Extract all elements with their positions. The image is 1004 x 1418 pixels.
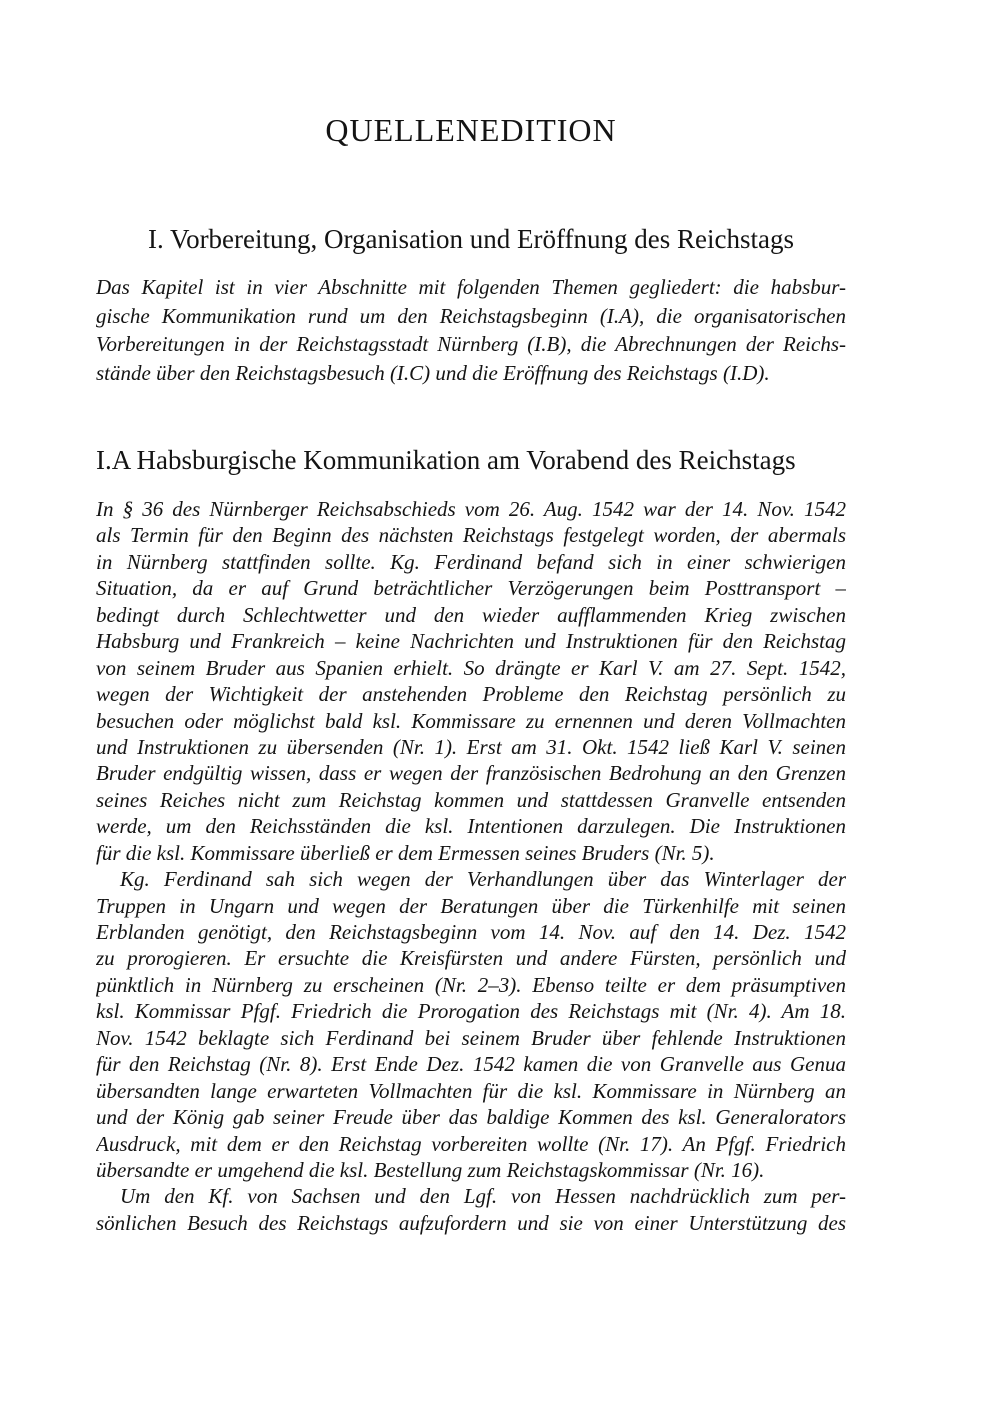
chapter-summary-paragraph <box>96 273 846 387</box>
chapter-heading: I. Vorbereitung, Organisation und Eröffnung des Reichstags <box>148 224 794 254</box>
text-line: seines Reiches nicht zum Reichstag kommen und stattdessen Granvelle entsenden <box>96 787 846 812</box>
text-line: übersandte er umgehend die ksl. Bestellung zum Reichstagskommissar (Nr. 16). <box>96 1157 765 1182</box>
text-line: Kg. Ferdinand sah sich wegen der Verhandlungen über das Winterlager der <box>120 867 846 892</box>
text-line: Situation, da er auf Grund beträchtlicher Verzögerungen beim Posttransport – <box>96 576 846 601</box>
text-line: und der König gab seiner Freude über das baldige Kommen des ksl. Generalorators <box>96 1105 846 1130</box>
subsection-heading: I.A Habsburgische Kommunikation am Vorabend des Reichstags <box>96 445 796 475</box>
text-line: Ausdruck, mit dem er den Reichstag vorbereiten wollte (Nr. 17). An Pfgf. Friedrich <box>96 1131 846 1156</box>
text-line: Erblanden genötigt, den Reichstagsbeginn vom 14. Nov. auf den 14. Dez. 1542 <box>96 920 846 944</box>
text-line: übersandten lange erwarteten Vollmachten für die ksl. Kommissare in Nürnberg an <box>96 1078 846 1103</box>
text-line: zu prorogieren. Er ersuchte die Kreisfürsten und andere Fürsten, persönlich und <box>96 946 846 971</box>
text-line: Das Kapitel ist in vier Abschnitte mit folgenden Themen gegliedert: die habsbur- <box>96 275 846 299</box>
text-line: werde, um den Reichsständen die ksl. Intentionen darzulegen. Die Instruktionen <box>96 814 846 839</box>
subsection-body <box>96 496 846 1236</box>
text-line: von seinem Bruder aus Spanien erhielt. So drängte er Karl V. am 27. Sept. 1542, <box>96 655 846 680</box>
text-line: In § 36 des Nürnberger Reichsabschieds vom 26. Aug. 1542 war der 14. Nov. 1542 <box>96 497 846 521</box>
text-line: pünktlich in Nürnberg zu erscheinen (Nr. 2–3). Ebenso teilte er dem präsumptiven <box>96 972 846 997</box>
body-paragraph-2 <box>96 866 846 1183</box>
text-line: Habsburg und Frankreich – keine Nachrichten und Instruktionen für den Reichstag <box>96 629 846 654</box>
text-line: wegen der Wichtigkeit der anstehenden Probleme den Reichstag persönlich zu <box>96 682 846 707</box>
text-line: für die ksl. Kommissare überließ er dem Ermessen seines Bruders (Nr. 5). <box>96 840 715 865</box>
text-line: gische Kommunikation rund um den Reichstagsbeginn (I.A), die organisatorischen <box>96 303 846 328</box>
body-paragraph-3 <box>96 1183 846 1236</box>
text-line: Nov. 1542 beklagte sich Ferdinand bei seinem Bruder über fehlende Instruktionen <box>96 1025 846 1050</box>
text-line: bedingt durch Schlechtwetter und den wieder aufflammenden Krieg zwischen <box>96 602 846 627</box>
text-line: Truppen in Ungarn und wegen der Beratungen über die Türkenhilfe mit seinen <box>96 893 846 918</box>
page-title: QUELLENEDITION <box>325 112 617 148</box>
text-line: in Nürnberg stattfinden sollte. Kg. Ferdinand befand sich in einer schwierigen <box>96 549 846 574</box>
text-line: besuchen oder möglichst bald ksl. Kommissare zu ernennen und deren Vollmachten <box>96 708 846 733</box>
text-line: stände über den Reichstagsbesuch (I.C) und die Eröffnung des Reichstags (I.D). <box>96 360 770 385</box>
text-line: ksl. Kommissar Pfgf. Friedrich die Prorogation des Reichstags mit (Nr. 4). Am 18. <box>96 999 846 1024</box>
text-line: Bruder endgültig wissen, dass er wegen der französischen Bedrohung an den Grenzen <box>96 761 846 786</box>
text-line: Um den Kf. von Sachsen und den Lgf. von Hessen nachdrücklich zum per- <box>120 1184 846 1209</box>
text-line: als Termin für den Beginn des nächsten Reichstags festgelegt worden, der abermals <box>96 523 846 548</box>
text-line: Vorbereitungen in der Reichstagsstadt Nürnberg (I.B), die Abrechnungen der Reichs- <box>96 332 846 356</box>
text-line: für den Reichstag (Nr. 8). Erst Ende Dez. 1542 kamen die von Granvelle aus Genua <box>96 1052 846 1077</box>
body-paragraph-1 <box>96 496 846 866</box>
text-line: sönlichen Besuch des Reichstags aufzufordern und sie von einer Unterstützung des <box>96 1210 846 1235</box>
text-line: und Instruktionen zu übersenden (Nr. 1). Erst am 31. Okt. 1542 ließ Karl V. seinen <box>96 734 846 759</box>
